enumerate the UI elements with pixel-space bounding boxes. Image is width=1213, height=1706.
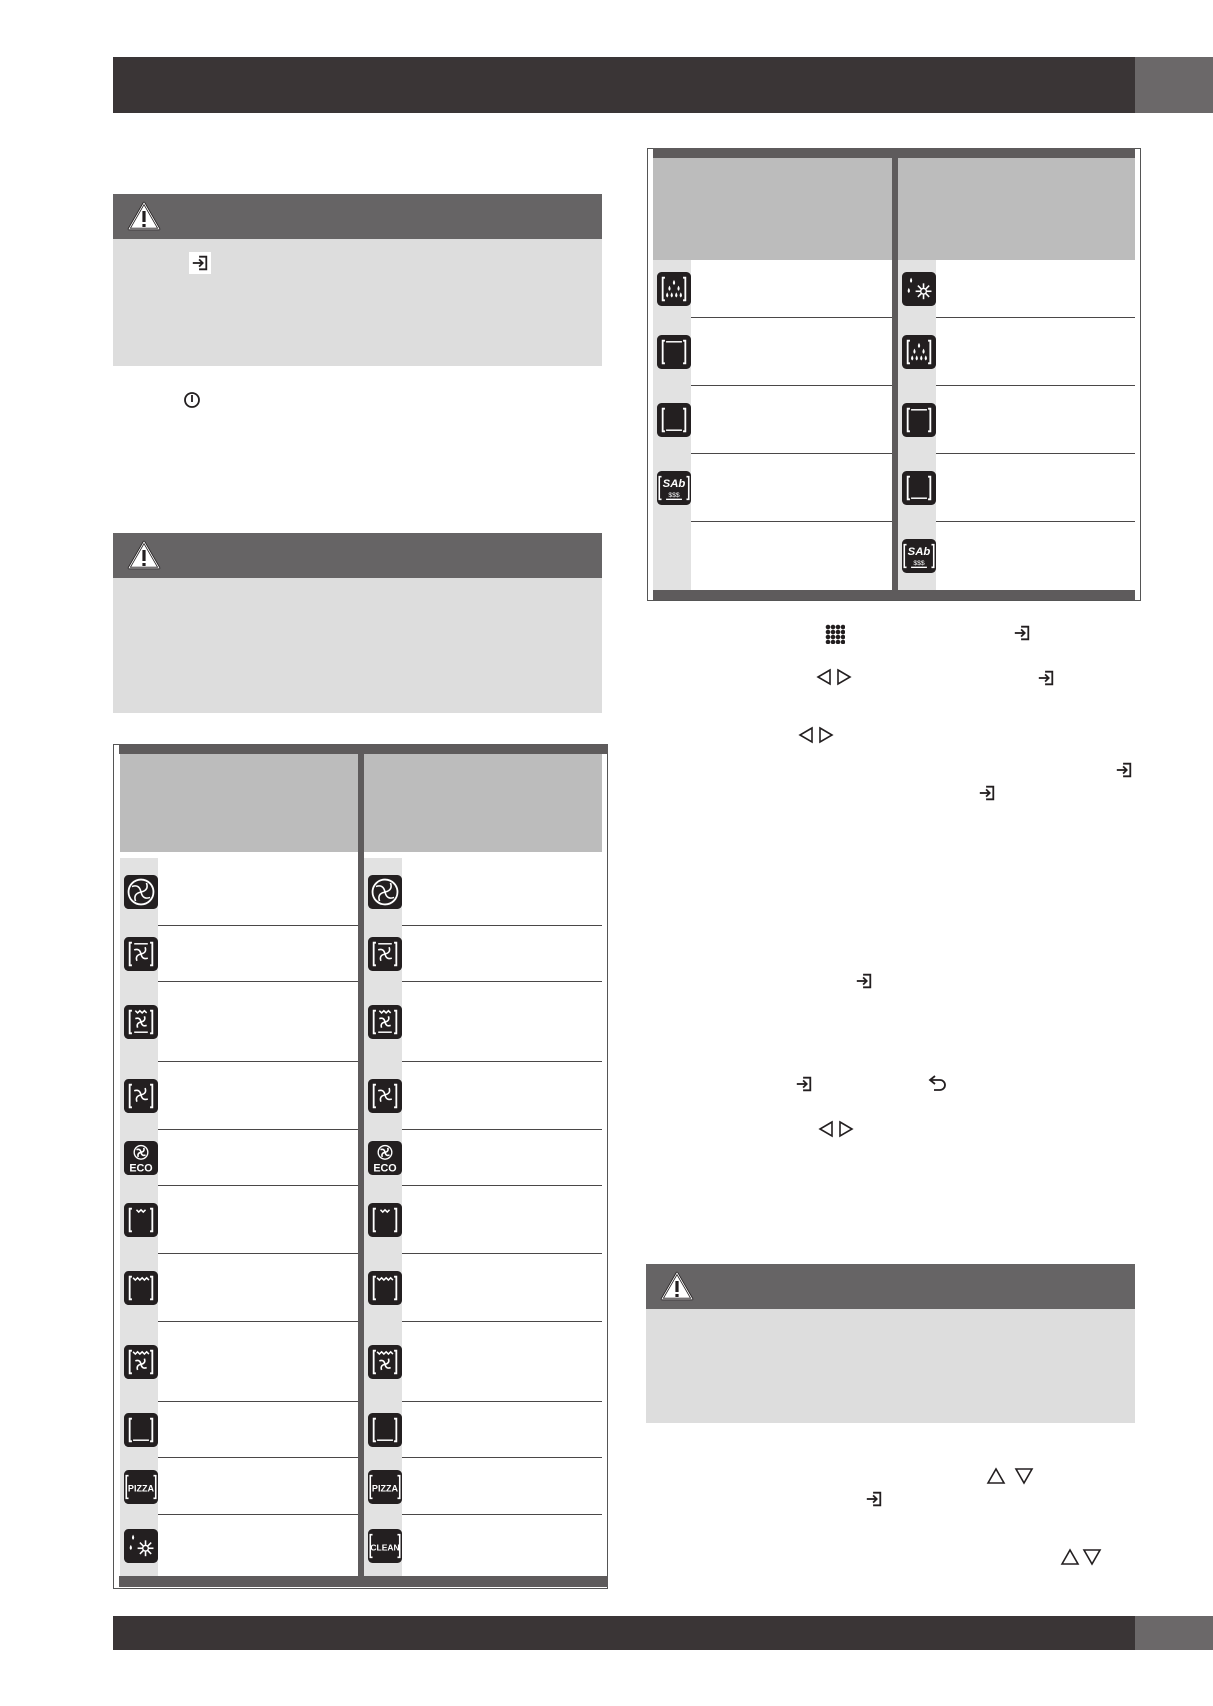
table-row xyxy=(120,1062,358,1130)
menu-grid-icon xyxy=(825,624,845,644)
table-row xyxy=(120,1458,358,1515)
icon-cell xyxy=(653,318,691,386)
svg-text:PIZZA: PIZZA xyxy=(127,1483,155,1494)
icon-cell xyxy=(364,858,402,926)
svg-text:CLEAN: CLEAN xyxy=(370,1542,400,1553)
icon-cell xyxy=(364,1322,402,1402)
defrost-icon xyxy=(124,1529,158,1563)
steam-icon xyxy=(902,335,936,369)
sabbath-icon xyxy=(902,539,936,573)
grill-icon xyxy=(124,1271,158,1305)
power-icon xyxy=(183,391,201,409)
table-row xyxy=(653,522,892,590)
fan-grill-icon xyxy=(124,937,158,971)
bottom-heat-icon xyxy=(902,471,936,505)
icon-cell xyxy=(364,982,402,1062)
enter-icon xyxy=(795,1075,813,1093)
table-row xyxy=(364,1254,602,1322)
icon-cell xyxy=(120,1515,158,1576)
svg-text:$$$: $$$ xyxy=(913,560,925,568)
icon-cell xyxy=(120,1322,158,1402)
up-down-arrows-icon xyxy=(986,1467,1034,1485)
icon-cell xyxy=(120,1458,158,1515)
pizza-icon xyxy=(124,1470,158,1504)
icon-cell xyxy=(364,1402,402,1458)
icon-cell xyxy=(120,1130,158,1186)
svg-text:ECO: ECO xyxy=(129,1162,153,1175)
svg-text:SAb: SAb xyxy=(907,545,931,558)
bottom-heat-icon xyxy=(368,1413,402,1447)
table-row xyxy=(120,858,358,926)
bottom-heat-icon xyxy=(657,403,691,437)
top-heat-icon xyxy=(368,1203,402,1237)
sabbath-icon xyxy=(657,471,691,505)
footer-bar xyxy=(113,1616,1213,1650)
table-row xyxy=(120,1130,358,1186)
warning-box-3 xyxy=(646,1264,1135,1423)
icon-cell xyxy=(898,522,936,590)
bottom-heat-icon xyxy=(124,1413,158,1447)
table-row xyxy=(364,1322,602,1402)
table-row xyxy=(120,1322,358,1402)
table-row xyxy=(898,386,1135,454)
grill-fan-icon xyxy=(368,1345,402,1379)
icon-cell xyxy=(898,386,936,454)
icon-cell xyxy=(364,926,402,982)
table-row xyxy=(364,1515,602,1576)
warning-triangle-icon xyxy=(127,201,161,231)
table-row xyxy=(898,454,1135,522)
fan-grill-icon xyxy=(368,937,402,971)
fan-icon xyxy=(368,875,402,909)
table-row xyxy=(120,1515,358,1576)
left-right-arrows-icon xyxy=(798,726,834,744)
warning-triangle-icon xyxy=(127,540,161,570)
table-row xyxy=(898,260,1135,318)
table-row xyxy=(898,318,1135,386)
column-header xyxy=(653,158,892,260)
icon-cell xyxy=(120,1402,158,1458)
icon-cell xyxy=(120,1254,158,1322)
top-bottom-heat-icon xyxy=(657,335,691,369)
icon-cell xyxy=(898,454,936,522)
warning-header xyxy=(113,533,602,578)
svg-text:$$$: $$$ xyxy=(668,492,680,500)
warning-box-1 xyxy=(113,194,602,366)
table-row xyxy=(364,1186,602,1254)
table-row xyxy=(120,1186,358,1254)
icon-cell xyxy=(364,1515,402,1576)
table-row xyxy=(364,982,602,1062)
left-right-arrows-icon xyxy=(818,1120,854,1138)
icon-cell xyxy=(120,1186,158,1254)
table-row xyxy=(364,926,602,982)
top-heat-icon xyxy=(124,1203,158,1237)
column-header xyxy=(364,754,602,852)
icon-cell xyxy=(120,1062,158,1130)
warning-header xyxy=(113,194,602,239)
table-row xyxy=(120,982,358,1062)
function-table-left xyxy=(113,744,608,1589)
fan-grill-bottom-icon xyxy=(368,1005,402,1039)
table-row xyxy=(364,1402,602,1458)
table-row xyxy=(364,1130,602,1186)
grill-icon xyxy=(368,1271,402,1305)
footer-tab xyxy=(1135,1616,1213,1650)
enter-icon xyxy=(1037,669,1055,687)
icon-cell xyxy=(120,858,158,926)
warning-triangle-icon xyxy=(660,1271,694,1301)
enter-icon xyxy=(1115,761,1133,779)
icon-cell xyxy=(898,318,936,386)
icon-cell xyxy=(364,1130,402,1186)
table-row xyxy=(653,260,892,318)
enter-icon xyxy=(978,784,996,802)
enter-icon xyxy=(865,1490,883,1508)
table-row xyxy=(120,1254,358,1322)
icon-cell xyxy=(898,260,936,318)
enter-icon xyxy=(1013,624,1031,642)
steam-icon xyxy=(657,272,691,306)
icon-cell xyxy=(653,386,691,454)
fan-ring-icon xyxy=(368,1079,402,1113)
table-row xyxy=(653,454,892,522)
icon-cell xyxy=(120,982,158,1062)
warning-header xyxy=(646,1264,1135,1309)
column-header xyxy=(898,158,1135,260)
header-bar xyxy=(113,57,1213,113)
eco-icon xyxy=(368,1141,402,1175)
svg-text:ECO: ECO xyxy=(373,1162,397,1175)
fan-ring-icon xyxy=(124,1079,158,1113)
fan-grill-bottom-icon xyxy=(124,1005,158,1039)
fan-icon xyxy=(124,875,158,909)
enter-icon xyxy=(189,252,211,274)
clean-icon xyxy=(368,1529,402,1563)
grill-fan-icon xyxy=(124,1345,158,1379)
table-row xyxy=(364,858,602,926)
enter-icon xyxy=(855,972,873,990)
icon-cell xyxy=(653,454,691,522)
defrost-icon xyxy=(902,272,936,306)
column-header xyxy=(120,754,358,852)
svg-text:SAb: SAb xyxy=(662,477,686,490)
function-table-right xyxy=(647,148,1141,601)
icon-cell xyxy=(364,1254,402,1322)
icon-cell xyxy=(364,1186,402,1254)
table-row xyxy=(364,1062,602,1130)
icon-cell xyxy=(364,1458,402,1515)
table-row xyxy=(120,926,358,982)
eco-icon xyxy=(124,1141,158,1175)
table-row xyxy=(898,522,1135,590)
icon-cell xyxy=(653,522,691,590)
icon-cell xyxy=(653,260,691,318)
top-bottom-heat-icon xyxy=(902,403,936,437)
back-icon xyxy=(928,1075,948,1093)
table-row xyxy=(120,1402,358,1458)
table-row xyxy=(653,386,892,454)
left-right-arrows-icon xyxy=(816,668,852,686)
icon-cell xyxy=(364,1062,402,1130)
pizza-icon xyxy=(368,1470,402,1504)
warning-box-2 xyxy=(113,533,602,713)
table-row xyxy=(653,318,892,386)
svg-text:PIZZA: PIZZA xyxy=(371,1483,399,1494)
up-down-arrows-icon xyxy=(1060,1548,1102,1566)
header-tab xyxy=(1135,57,1213,113)
icon-cell xyxy=(120,926,158,982)
table-row xyxy=(364,1458,602,1515)
